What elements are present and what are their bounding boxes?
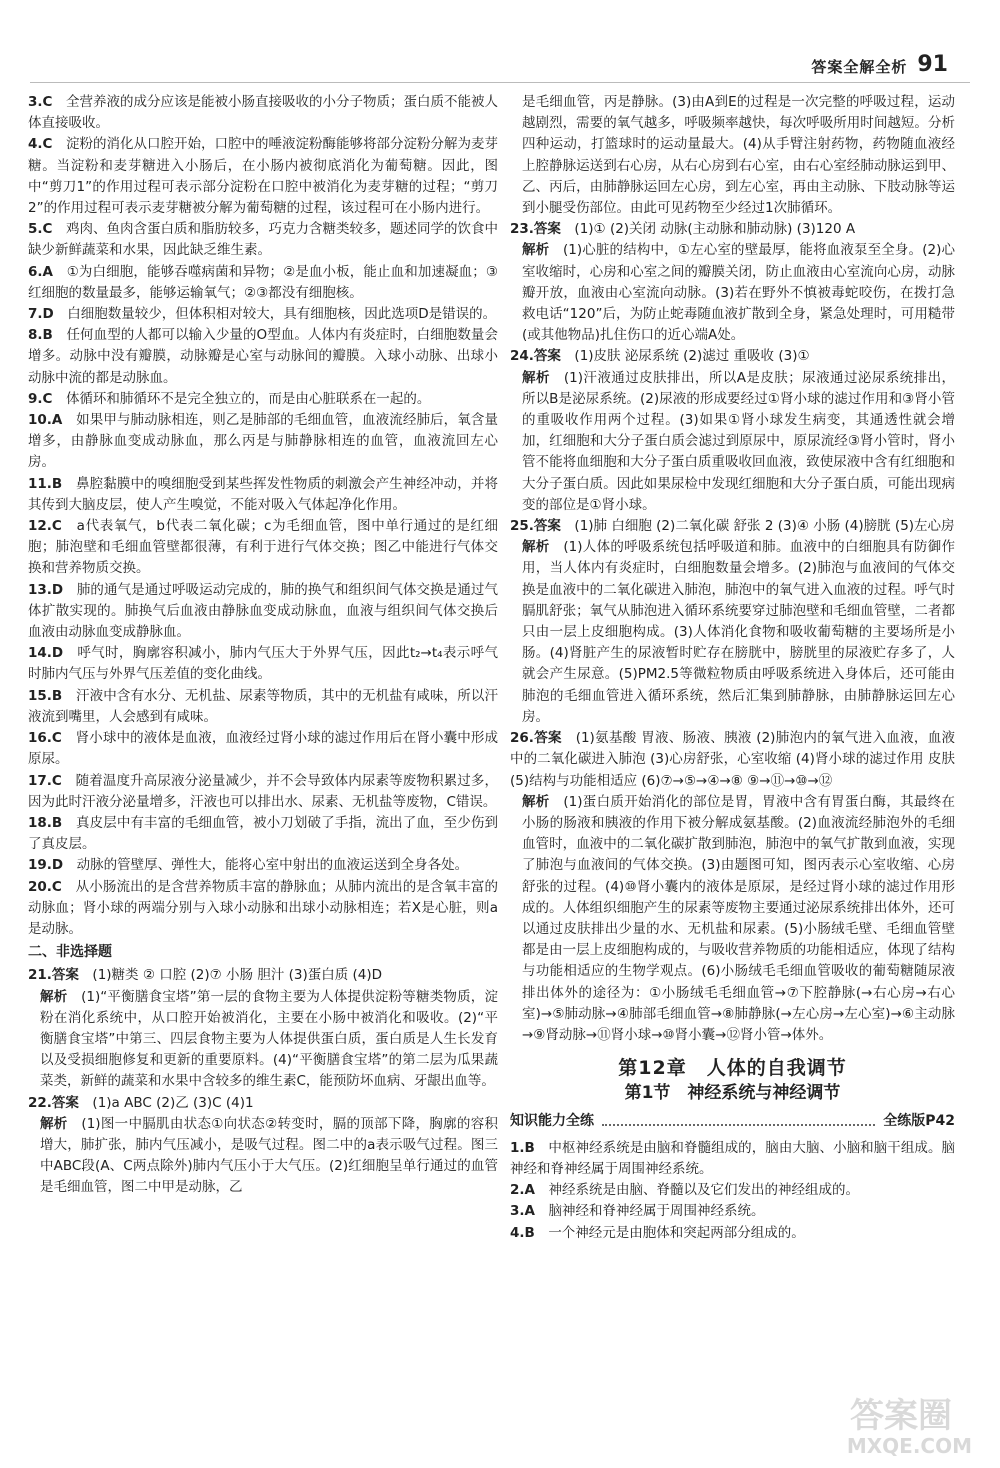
answer-explanation: 鼻腔黏膜中的嗅细胞受到某些挥发性物质的刺激会产生神经冲动，并将其传到大脑皮层，使人产生嗅觉，不能对吸入气体起净化作用。 xyxy=(28,475,499,513)
q24-analysis-label: 解析 xyxy=(522,369,550,386)
answer-number: 12.C xyxy=(28,518,62,535)
question-23-analysis xyxy=(510,240,955,346)
answer-explanation: 脑神经和脊神经属于周围神经系统。 xyxy=(548,1203,765,1220)
q25-answer-label: 答案 xyxy=(533,518,561,535)
answer-number: 3.A xyxy=(510,1203,535,1220)
answer-entry xyxy=(28,580,498,644)
q21-number: 21. xyxy=(28,967,52,984)
answer-explanation: 如果甲与肺动脉相连，则乙是肺部的毛细血管，血液流经肺后，氧含量增多，由静脉血变成动脉血，那么丙是与肺静脉相连的血管，血液流回左心房。 xyxy=(28,412,499,471)
answer-number: 2.A xyxy=(510,1182,535,1199)
answer-entry xyxy=(28,813,498,855)
answer-entry xyxy=(28,389,498,410)
answer-entry xyxy=(28,92,498,134)
q25-analysis-label: 解析 xyxy=(522,539,550,556)
chapter-title: 第12章 人体的自我调节 xyxy=(618,1057,847,1080)
question-26-answer xyxy=(510,728,955,792)
q24-analysis-text: (1)汗液通过皮肤排出，所以A是皮肤；尿液通过泌尿系统排出，所以B是泌尿系统。(2)尿液的形成要经过①肾小球的滤过作用和③肾小管的重吸收作用两个过程。(3)如果①肾小球发生病变，其通透性就会增加，红细胞和大分子蛋白质会滤过到原尿中，原尿流经③肾小管时，肾小管不能将血细胞和大分子蛋白质重吸收回血液，致使尿液中含有红细胞和大分子蛋白质。因此如果尿检中发现红细胞和大分子蛋白质，可能出现病变的部位是①肾小球。 xyxy=(522,369,956,513)
q22-analysis-label: 解析 xyxy=(40,1115,68,1132)
answer-entry xyxy=(28,643,498,685)
answer-entry xyxy=(28,474,498,516)
answer-entry xyxy=(28,877,498,941)
answer-entry xyxy=(510,1223,955,1244)
question-24-analysis xyxy=(510,368,955,516)
q24-number: 24. xyxy=(510,348,534,365)
practice-label: 知识能力全练 xyxy=(510,1112,594,1129)
answer-number: 19.D xyxy=(28,857,64,874)
answer-explanation: 白细胞数量较少，但体积相对较大，具有细胞核，因此选项D是错误的。 xyxy=(67,306,497,323)
answer-entry xyxy=(28,728,498,770)
answer-entry xyxy=(28,219,498,261)
q22-number: 22. xyxy=(28,1094,52,1111)
q23-analysis-label: 解析 xyxy=(522,242,550,259)
answer-number: 11.B xyxy=(28,475,63,492)
answer-number: 9.C xyxy=(28,390,53,407)
answer-entry xyxy=(510,1201,955,1222)
question-22-analysis xyxy=(28,1114,498,1199)
q22-answer-text: (1)a ABC (2)乙 (3)C (4)1 xyxy=(92,1094,254,1111)
answer-explanation: 肾小球中的液体是血液，血液经过肾小球的滤过作用后在肾小囊中形成原尿。 xyxy=(28,730,499,768)
answer-number: 15.B xyxy=(28,687,63,704)
left-answer-list xyxy=(28,92,498,940)
answer-number: 13.D xyxy=(28,581,64,598)
answer-entry xyxy=(28,516,498,580)
answer-number: 8.B xyxy=(28,327,53,344)
answer-number: 3.C xyxy=(28,94,53,110)
q25-number: 25. xyxy=(510,518,534,535)
answer-explanation: 动脉的管壁厚、弹性大，能将心室中射出的血液运送到全身各处。 xyxy=(76,857,469,874)
question-25-analysis xyxy=(510,537,955,728)
answer-explanation: 神经系统是由脑、脊髓以及它们发出的神经组成的。 xyxy=(548,1182,859,1199)
watermark-logo: 答案圈 xyxy=(850,1396,952,1436)
q21-answer-label: 答案 xyxy=(51,967,79,984)
page-number: 91 xyxy=(917,52,948,77)
question-21-answer xyxy=(28,965,498,986)
q25-answer-text: (1)肺 白细胞 (2)二氧化碳 舒张 2 (3)④ 小肠 (4)膀胱 (5)左心房 xyxy=(574,518,955,535)
q21-answer-text: (1)糖类 ② 口腔 (2)⑦ 小肠 胆汁 (3)蛋白质 (4)D xyxy=(92,967,383,984)
answer-explanation: a代表氧气，b代表二氧化碳；c为毛细血管，图中单行通过的是红细胞；肺泡壁和毛细血管壁都很薄，有利于进行气体交换；图乙中能进行气体交换和营养物质交换。 xyxy=(28,518,499,577)
left-column xyxy=(28,92,498,1199)
watermark-site: MXQE.COM xyxy=(846,1434,972,1458)
question-23-answer xyxy=(510,219,955,240)
section-title-nonchoice: 二、非选择题 xyxy=(28,944,112,961)
answer-entry xyxy=(28,686,498,728)
q26-answer-text: (1)氨基酸 胃液、肠液、胰液 (2)肺泡内的氧气进入血液，血液中的二氧化碳进入肺泡 (3)心房舒张，心室收缩 (4)肾小球的滤过作用 皮肤 (5)结构与功能相适应 (6)⑦→⑤→④→⑧ ⑨→⑪→⑩→⑫ xyxy=(510,730,956,789)
answer-explanation: 淀粉的消化从口腔开始，口腔中的唾液淀粉酶能够将部分淀粉分解为麦芽糖。当淀粉和麦芽糖进入小肠后，在小肠内被彻底消化为葡萄糖。因此，图中“剪刀1”的作用过程可表示部分淀粉在口腔中被消化为麦芽糖的过程；“剪刀2”的作用过程可表示麦芽糖被分解为葡萄糖的过程，该过程可在小肠内进行。 xyxy=(28,136,499,217)
right-answer-list xyxy=(510,1138,955,1244)
answer-entry xyxy=(28,325,498,389)
answer-number: 17.C xyxy=(28,772,62,789)
answer-number: 16.C xyxy=(28,730,62,747)
q26-analysis-label: 解析 xyxy=(522,793,550,810)
answer-explanation: 真皮层中有丰富的毛细血管，被小刀划破了手指，流出了血，至少伤到了真皮层。 xyxy=(28,814,499,853)
answer-number: 5.C xyxy=(28,221,53,238)
answer-entry xyxy=(510,1138,955,1180)
q22-answer-label: 答案 xyxy=(51,1094,79,1111)
question-22-analysis-continued: 是毛细血管，丙是静脉。(3)由A到E的过程是一次完整的呼吸过程，运动越剧烈，需要的氧气越多，呼吸频率越快，每次呼吸所用时间越短。分析四种运动，打篮球时的运动量最大。(4)从手臂注射药物，药物随血液经上腔静脉运送到右心房，从右心房到右心室，由右心室经肺动脉运到甲、乙、丙后，由肺静脉运回左心房，到左心室，再由主动脉、下肢动脉等运到小腿受伤部位。由此可见药物至少经过1次肺循环。 xyxy=(522,94,955,217)
leader-dots xyxy=(602,1116,875,1126)
answer-number: 7.D xyxy=(28,306,54,323)
answer-entry xyxy=(28,410,498,474)
question-24-answer xyxy=(510,346,955,367)
q23-answer-label: 答案 xyxy=(533,221,561,238)
answer-explanation: 体循环和肺循环不是完全独立的，而是由心脏联系在一起的。 xyxy=(65,390,431,407)
right-column xyxy=(510,92,955,1244)
answer-entry xyxy=(28,262,498,304)
answer-explanation: 随着温度升高尿液分泌量减少，并不会导致体内尿素等废物积累过多，因为此时汗液分泌量增多，汗液也可以排出水、尿素、无机盐等废物，C错误。 xyxy=(28,772,499,810)
header-title: 答案全解全析 xyxy=(811,58,908,76)
answer-entry xyxy=(28,855,498,876)
header-divider xyxy=(30,82,970,83)
answer-explanation: 呼气时，胸廓容积减小，肺内气压大于外界气压，因此t₂→t₄表示呼气时肺内气压与外界气压差值的变化曲线。 xyxy=(28,645,498,683)
question-22-answer xyxy=(28,1093,498,1114)
answer-number: 14.D xyxy=(28,645,64,662)
answer-number: 6.A xyxy=(28,263,53,280)
answer-explanation: 一个神经元是由胞体和突起两部分组成的。 xyxy=(548,1224,805,1241)
answer-explanation: 中枢神经系统是由脑和脊髓组成的，脑由大脑、小脑和脑干组成。脑神经和脊神经属于周围神经系统。 xyxy=(510,1139,955,1177)
question-26-analysis xyxy=(510,792,955,1046)
practice-reference: 全练版P42 xyxy=(883,1112,955,1129)
question-21-analysis xyxy=(28,987,498,1093)
answer-entry xyxy=(28,134,498,219)
practice-header xyxy=(510,1111,955,1132)
q26-answer-label: 答案 xyxy=(533,730,562,747)
answer-number: 1.B xyxy=(510,1139,535,1156)
answer-explanation: 任何血型的人都可以输入少量的O型血。人体内有炎症时，白细胞数量会增多。动脉中没有瓣膜，动脉瓣是心室与动脉间的瓣膜。入球小动脉、出球小动脉中流的都是动脉血。 xyxy=(28,327,498,386)
q21-analysis-label: 解析 xyxy=(40,988,68,1005)
q24-answer-label: 答案 xyxy=(533,348,561,365)
answer-number: 4.B xyxy=(510,1224,535,1241)
q22-analysis-text: (1)图一中膈肌由状态①向状态②转变时，膈的顶部下降，胸廓的容积增大，肺扩张，肺内气压减小，是吸气过程。图二中的a表示吸气过程。图三中ABC段(A、C两点除外)肺内气压小于大气压。(2)红细胞呈单行通过的血管是毛细血管，图二中甲是动脉，乙 xyxy=(40,1115,499,1196)
q26-number: 26. xyxy=(510,730,534,747)
answer-entry xyxy=(28,304,498,325)
answer-entry xyxy=(28,771,498,813)
q26-analysis-text: (1)蛋白质开始消化的部位是胃，胃液中含有胃蛋白酶，其最终在小肠的肠液和胰液的作用下被分解成氨基酸。(2)血液流经肺泡外的毛细血管时，血液中的二氧化碳扩散到肺泡，肺泡中的氧气扩散到血液，实现了肺泡与血液间的气体交换。(3)由题图可知，图丙表示心室收缩、心房舒张的过程。(4)⑩肾小囊内的液体是原尿，是经过肾小球的滤过作用形成的。人体组织细胞产生的尿素等废物主要通过泌尿系统排出体外，还可以通过皮肤排出少量的水、无机盐和尿素。(5)小肠绒毛壁、毛细血管壁都是由一层上皮细胞构成的，与吸收营养物质的功能相适应，体现了结构与功能相适应的生物学观点。(6)小肠绒毛毛细血管吸收的葡萄糖随尿液排出体外的途径为：①小肠绒毛毛细血管→⑦下腔静脉(→右心房→右心室)→⑤肺动脉→④肺部毛细血管→⑧肺静脉(→左心房→左心室)→⑥主动脉→⑨肾动脉→⑪肾小球→⑩肾小囊→⑫肾小管→体外。 xyxy=(522,793,956,1043)
q24-answer-text: (1)皮肤 泌尿系统 (2)滤过 重吸收 (3)① xyxy=(574,348,810,365)
answer-explanation: 鸡肉、鱼肉含蛋白质和脂肪较多，巧克力含糖类较多，题述同学的饮食中缺少新鲜蔬菜和水果，因此缺乏维生素。 xyxy=(28,221,499,259)
answer-explanation: 从小肠流出的是含营养物质丰富的静脉血；从肺内流出的是含氧丰富的动脉血；肾小球的两端分别与入球小动脉和出球小动脉相连；若X是心脏，则a是动脉。 xyxy=(28,878,499,937)
page-header xyxy=(811,52,948,77)
q25-analysis-text: (1)人体的呼吸系统包括呼吸道和肺。血液中的白细胞具有防御作用，当人体内有炎症时，白细胞数量会增多。(2)肺泡与血液间的气体交换是血液中的二氧化碳进入肺泡，肺泡中的氧气进入血液的过程。呼气时膈肌舒张；氧气从肺泡进入循环系统要穿过肺泡壁和毛细血管壁，二者都只由一层上皮细胞构成。(3)人体消化食物和吸收葡萄糖的主要场所是小肠。(4)肾脏产生的尿液暂时贮存在膀胱中，膀胱里的尿液贮存多了，人就会产生尿意。(5)PM2.5等微粒物质由呼吸系统进入身体后，还可能由肺泡的毛细血管进入循环系统，然后汇集到肺静脉，由肺静脉运回左心房。 xyxy=(522,539,956,725)
answer-number: 20.C xyxy=(28,878,62,895)
question-25-answer xyxy=(510,516,955,537)
answer-explanation: 全营养液的成分应该是能被小肠直接吸收的小分子物质；蛋白质不能被人体直接吸收。 xyxy=(28,94,499,132)
answer-entry xyxy=(510,1180,955,1201)
q21-analysis-text: (1)“平衡膳食宝塔”第一层的食物主要为人体提供淀粉等糖类物质，淀粉在消化系统中，从口腔开始被消化，主要在小肠中被消化和吸收。(2)“平衡膳食宝塔”中第三、四层食物主要为人体提供蛋白质，蛋白质是人生长发育以及受损细胞修复和更新的重要原料。(4)“平衡膳食宝塔”的第二层为瓜果蔬菜类，新鲜的蔬菜和水果中含较多的维生素C，能预防坏血病、牙龈出血等。 xyxy=(40,988,498,1090)
answer-explanation: 肺的通气是通过呼吸运动完成的，肺的换气和组织间气体交换是通过气体扩散实现的。肺换气后血液由静脉血变成动脉血，血液与组织间气体交换后血液由动脉血变成静脉血。 xyxy=(28,581,499,641)
answer-number: 18.B xyxy=(28,814,63,831)
answer-explanation: 汗液中含有水分、无机盐、尿素等物质，其中的无机盐有咸味，所以汗液流到嘴里，人会感到有咸味。 xyxy=(28,687,499,725)
answer-number: 4.C xyxy=(28,136,53,153)
answer-explanation: ①为白细胞，能够吞噬病菌和异物；②是血小板，能止血和加速凝血；③红细胞的数量最多，能够运输氧气；②③都没有细胞核。 xyxy=(28,263,499,301)
q23-number: 23. xyxy=(510,221,534,238)
answer-number: 10.A xyxy=(28,412,63,429)
q23-analysis-text: (1)心脏的结构中，①左心室的壁最厚，能将血液泵至全身。(2)心室收缩时，心房和心室之间的瓣膜关闭，防止血液由心室流向心房，动脉瓣开放，血液由心室流向动脉。(3)若在野外不慎被毒蛇咬伤，在拨打急救电话“120”后，为防止蛇毒随血液扩散到全身，紧急处理时，可用糙带(或其他物品)扎住伤口的近心端A处。 xyxy=(522,242,955,344)
section-title: 第1节 神经系统与神经调节 xyxy=(624,1083,841,1104)
q23-answer-text: (1)① (2)关闭 动脉(主动脉和肺动脉) (3)120 A xyxy=(574,221,856,238)
watermark xyxy=(802,1388,972,1458)
